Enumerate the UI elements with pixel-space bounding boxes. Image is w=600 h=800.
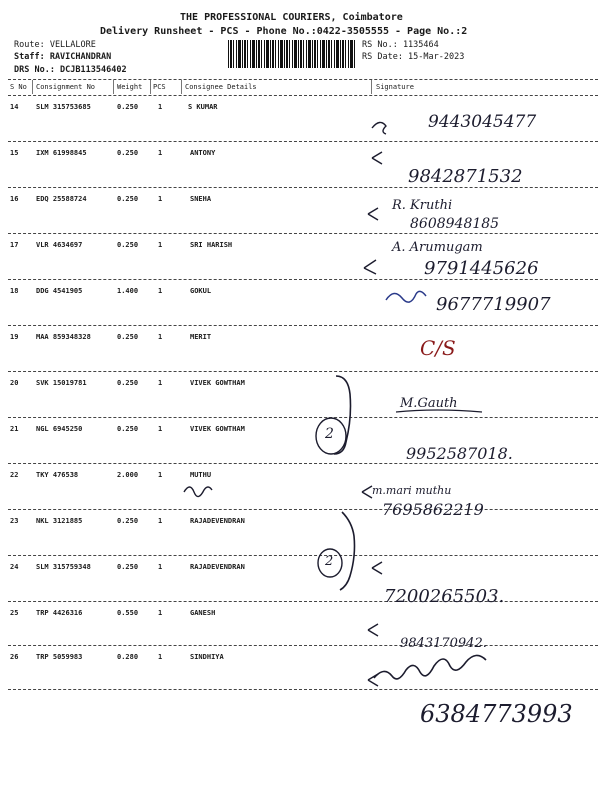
row-consignment: DDG 4541905: [36, 287, 83, 295]
row-consignee: S KUMAR: [188, 103, 218, 111]
row-pcs: 1: [158, 425, 163, 433]
signature-phone-16: 8608948185: [410, 216, 500, 232]
col-header-signature: Signature: [376, 83, 414, 91]
col-header-weight: Weight: [117, 83, 143, 91]
col-header-consignee: Consignee Details: [185, 83, 257, 91]
row-pcs: 1: [158, 333, 163, 341]
row-weight: 0.250: [117, 103, 139, 111]
signature-phone-24: 7200265503.: [384, 586, 505, 607]
row-sno: 26: [10, 653, 19, 661]
row-weight: 0.250: [117, 333, 139, 341]
row-consignee: SRI HARISH: [190, 241, 233, 249]
drs-number: DRS No.: DCJB113546402: [14, 65, 127, 75]
row-consignment: NKL 3121885: [36, 517, 83, 525]
signature-name-20: M.Gauth: [400, 396, 458, 411]
signature-phone-21: 9952587018.: [406, 444, 513, 463]
row-weight: 0.250: [117, 379, 139, 387]
row-consignee: GOKUL: [190, 287, 212, 295]
row-sno: 21: [10, 425, 19, 433]
row-consignment: VLR 4634697: [36, 241, 83, 249]
bracket-count-23-24: 2: [325, 554, 334, 569]
signature-phone-18: 9677719907: [436, 294, 551, 315]
staff-label: Staff: RAVICHANDRAN: [14, 52, 112, 62]
row-consignee: MERIT: [190, 333, 212, 341]
row-consignment: TKY 476538: [36, 471, 79, 479]
row-pcs: 1: [158, 149, 163, 157]
row-sno: 14: [10, 103, 19, 111]
row-weight: 0.250: [117, 149, 139, 157]
row-consignment: MAA 859348328: [36, 333, 91, 341]
row-consignee: ANTONY: [190, 149, 216, 157]
signature-mark-19: C/S: [420, 336, 456, 360]
row-pcs: 1: [158, 609, 163, 617]
bracket-count-20-21: 2: [325, 426, 334, 442]
signature-name-16: R. Kruthi: [392, 198, 453, 213]
row-pcs: 1: [158, 103, 163, 111]
signature-name-17: A. Arumugam: [392, 240, 483, 255]
row-weight: 0.250: [117, 517, 139, 525]
row-weight: 1.400: [117, 287, 139, 295]
row-consignment: SVK 15019781: [36, 379, 87, 387]
col-header-pcs: PCS: [153, 83, 166, 91]
row-pcs: 1: [158, 653, 163, 661]
row-consignee: RAJADEVENDRAN: [190, 517, 245, 525]
signature-phone-14: 9443045477: [428, 112, 537, 132]
row-consignee: RAJADEVENDRAN: [190, 563, 245, 571]
col-header-sno: S No: [10, 83, 27, 91]
row-sno: 18: [10, 287, 19, 295]
row-consignee: GANESH: [190, 609, 216, 617]
signature-phone-25: 9843170942.: [400, 636, 487, 651]
row-consignment: SLM 315759348: [36, 563, 91, 571]
rs-number: RS No.: 1135464: [362, 40, 439, 50]
row-sno: 22: [10, 471, 19, 479]
row-pcs: 1: [158, 471, 163, 479]
col-header-consignment: Consignment No: [36, 83, 96, 91]
row-weight: 0.250: [117, 563, 139, 571]
row-sno: 19: [10, 333, 19, 341]
signature-phone-23: 7695862219: [382, 500, 484, 519]
row-consignment: TRP 4426316: [36, 609, 83, 617]
row-sno: 25: [10, 609, 19, 617]
row-sno: 23: [10, 517, 19, 525]
row-weight: 2.000: [117, 471, 139, 479]
row-consignment: NGL 6945250: [36, 425, 83, 433]
row-weight: 0.550: [117, 609, 139, 617]
row-pcs: 1: [158, 563, 163, 571]
row-consignee: SINDHIYA: [190, 653, 224, 661]
route-label: Route: VELLALORE: [14, 40, 96, 50]
row-consignment: IXM 61998845: [36, 149, 87, 157]
row-sno: 17: [10, 241, 19, 249]
row-pcs: 1: [158, 241, 163, 249]
row-weight: 0.280: [117, 653, 139, 661]
row-consignment: SLM 315753685: [36, 103, 91, 111]
row-weight: 0.250: [117, 241, 139, 249]
row-consignee: VIVEK GOWTHAM: [190, 379, 245, 387]
signature-name-23: m.mari muthu: [372, 484, 452, 497]
runsheet-subtitle: Delivery Runsheet - PCS - Phone No.:0422-3505555 - Page No.:2: [100, 26, 468, 37]
row-sno: 20: [10, 379, 19, 387]
row-pcs: 1: [158, 379, 163, 387]
row-sno: 15: [10, 149, 19, 157]
row-consignment: TRP 5059983: [36, 653, 83, 661]
row-weight: 0.250: [117, 425, 139, 433]
row-consignee: VIVEK GOWTHAM: [190, 425, 245, 433]
signature-phone-26: 6384773993: [420, 700, 573, 728]
row-pcs: 1: [158, 517, 163, 525]
signature-phone-15: 9842871532: [408, 166, 523, 187]
row-consignment: EDQ 25588724: [36, 195, 87, 203]
signature-phone-17: 9791445626: [424, 258, 539, 279]
rs-date: RS Date: 15-Mar-2023: [362, 52, 465, 62]
row-sno: 16: [10, 195, 19, 203]
row-pcs: 1: [158, 195, 163, 203]
company-name: THE PROFESSIONAL COURIERS, Coimbatore: [180, 12, 403, 23]
row-consignee: SNEHA: [190, 195, 212, 203]
row-consignee: MUTHU: [190, 471, 212, 479]
row-pcs: 1: [158, 287, 163, 295]
row-sno: 24: [10, 563, 19, 571]
row-weight: 0.250: [117, 195, 139, 203]
